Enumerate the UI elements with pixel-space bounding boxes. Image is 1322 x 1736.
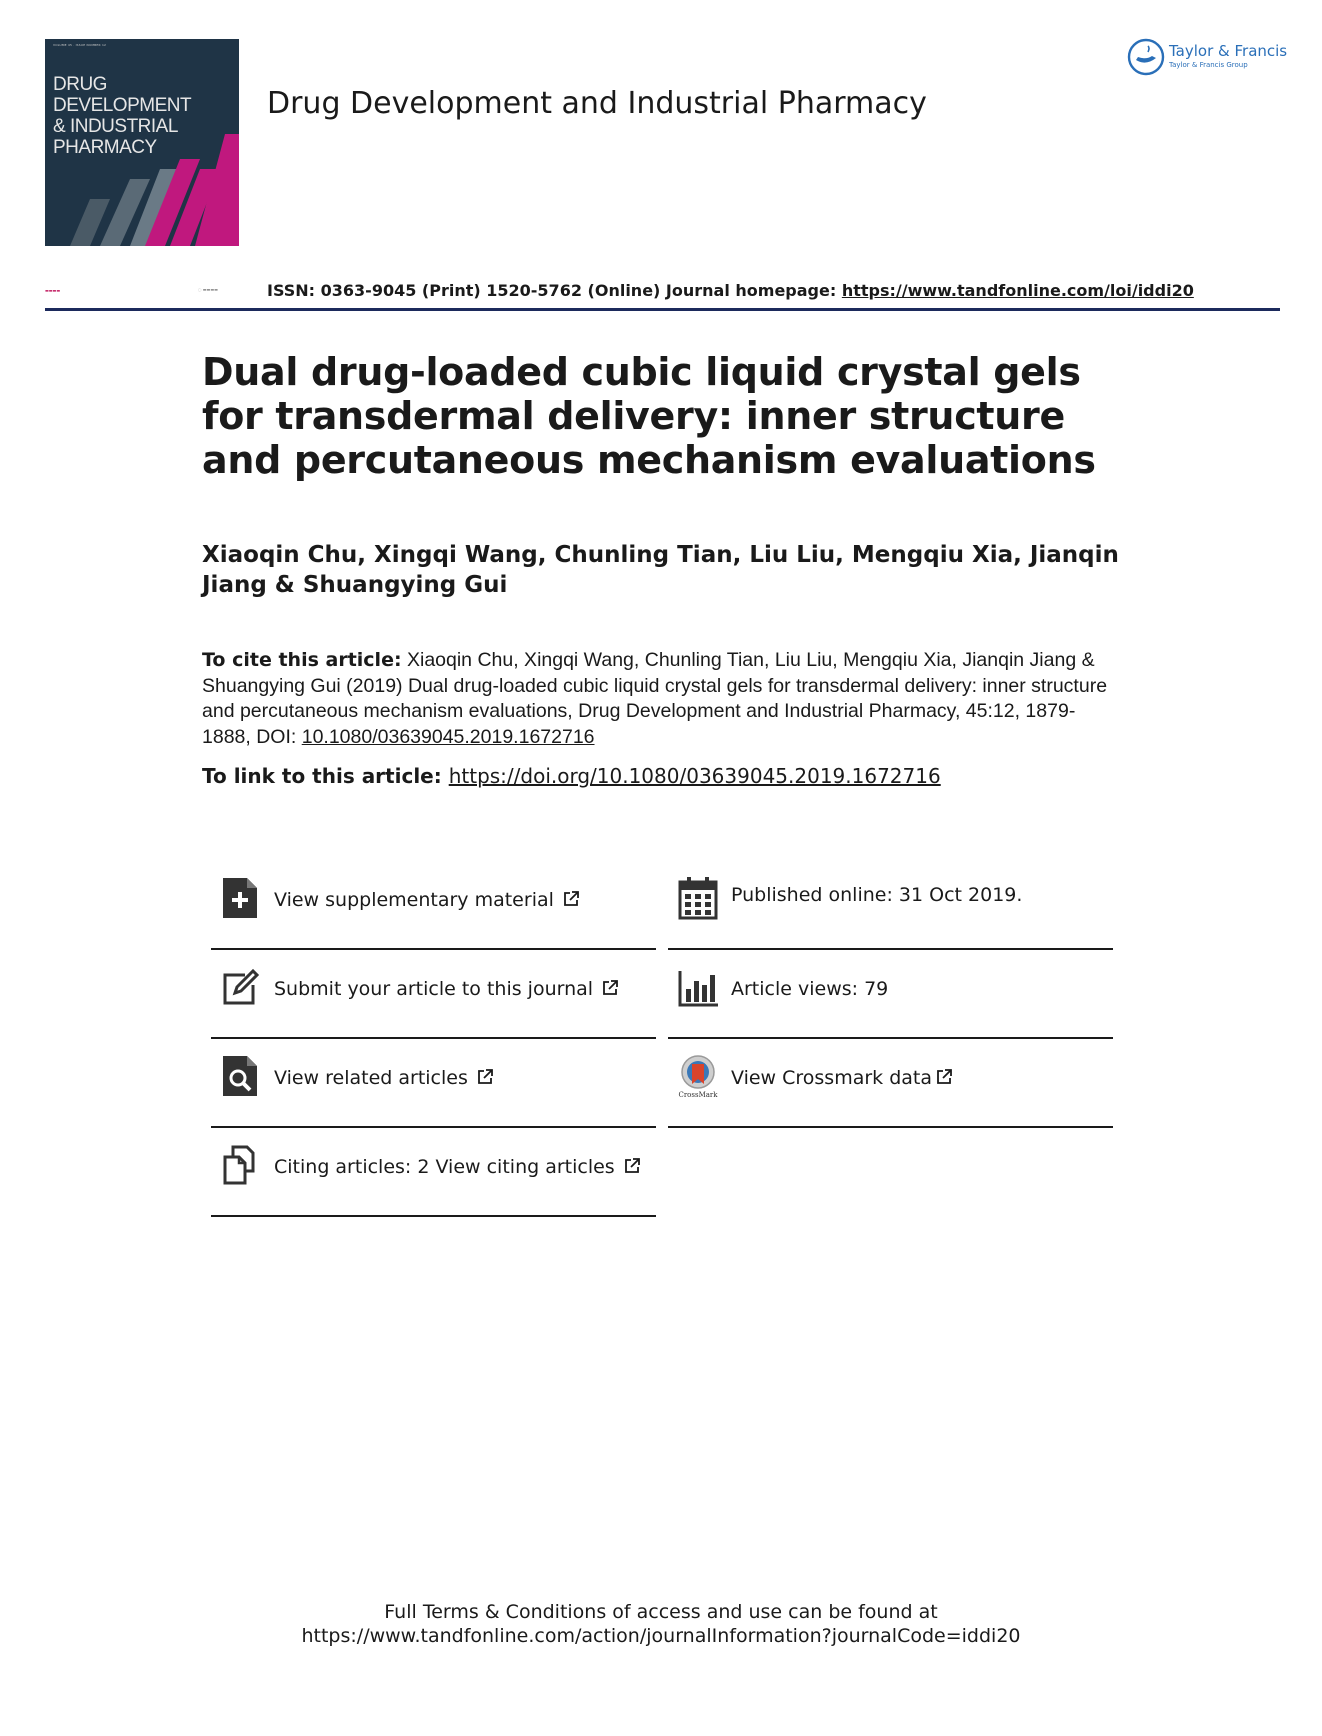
citing-articles-link[interactable] bbox=[211, 1129, 656, 1217]
related-articles-link[interactable] bbox=[211, 1040, 656, 1128]
citation-text: Xiaoqin Chu, Xingqi Wang, Chunling Tian, Liu Liu, Mengqiu Xia, Jianqin Jiang & Shuangying Gui (2019) Dual drug-loaded cubic liquid crystal gels for transdermal delivery: inner structure and percutaneous mechanism evaluations, Drug Development and Industrial Pharmacy, 45:12, 1879-1888, DOI: bbox=[202, 649, 1108, 748]
article-views-text: Article views: 79 bbox=[731, 978, 889, 1000]
tiny-url-mark: ▬▬▬▬ bbox=[45, 288, 61, 293]
citation-block bbox=[202, 648, 1122, 750]
terms-footer-url[interactable]: https://www.tandfonline.com/action/journalInformation?journalCode=iddi20 bbox=[301, 1625, 1021, 1647]
published-online-text: Published online: 31 Oct 2019. bbox=[731, 884, 1023, 906]
terms-footer bbox=[0, 1600, 1322, 1648]
file-plus-icon bbox=[221, 876, 261, 920]
external-link-icon bbox=[935, 1068, 953, 1086]
publisher-name: Taylor & Francis bbox=[1169, 42, 1288, 60]
grid-divider bbox=[211, 1215, 656, 1217]
external-link-icon bbox=[623, 1157, 641, 1175]
bar-chart-icon bbox=[678, 965, 718, 1009]
tiny-publisher-mark: ◌ ▬▬▬▬ bbox=[198, 287, 218, 292]
header-rule bbox=[45, 308, 1280, 311]
cover-issue-text: VOLUME 45 · ISSUE NUMBER 12 bbox=[53, 43, 107, 47]
grid-divider bbox=[668, 948, 1113, 950]
file-search-icon bbox=[221, 1054, 261, 1098]
citation-doi-link[interactable]: 10.1080/03639045.2019.1672716 bbox=[301, 725, 595, 748]
article-authors: Xiaoqin Chu, Xingqi Wang, Chunling Tian, Liu Liu, Mengqiu Xia, Jianqin Jiang & Shuangying Gui bbox=[202, 542, 1119, 598]
crossmark-link[interactable] bbox=[668, 1040, 1113, 1128]
submit-label: Submit your article to this journal bbox=[274, 978, 594, 1000]
grid-divider bbox=[211, 1126, 656, 1128]
external-link-icon bbox=[476, 1068, 494, 1086]
publisher-lamp-icon bbox=[1127, 38, 1165, 76]
article-title: Dual drug-loaded cubic liquid crystal gels for transdermal delivery: inner structure and percutaneous mechanism evaluations bbox=[202, 350, 1096, 482]
article-doi-url[interactable]: https://doi.org/10.1080/03639045.2019.1672716 bbox=[448, 764, 941, 788]
edit-icon bbox=[221, 965, 261, 1009]
article-views-info bbox=[668, 951, 1113, 1039]
journal-homepage-link[interactable]: https://www.tandfonline.com/loi/iddi20 bbox=[841, 281, 1194, 300]
publisher-group: Taylor & Francis Group bbox=[1169, 61, 1248, 69]
related-label: View related articles bbox=[274, 1067, 468, 1089]
grid-divider bbox=[211, 1037, 656, 1039]
calendar-icon bbox=[678, 876, 718, 920]
grid-divider bbox=[668, 1126, 1113, 1128]
journal-cover bbox=[45, 39, 239, 246]
external-link-icon bbox=[601, 979, 619, 997]
article-link-label: To link to this article: bbox=[202, 764, 449, 788]
issn-text: ISSN: 0363-9045 (Print) 1520-5762 (Online) Journal homepage: bbox=[267, 281, 842, 300]
citing-label: Citing articles: 2 View citing articles bbox=[274, 1156, 615, 1178]
published-online-info bbox=[668, 862, 1113, 950]
cover-title: DRUG DEVELOPMENT & INDUSTRIAL PHARMACY bbox=[53, 74, 192, 158]
supplementary-label: View supplementary material bbox=[274, 889, 554, 911]
crossmark-label: View Crossmark data bbox=[731, 1067, 933, 1089]
citation-label: To cite this article: bbox=[202, 649, 402, 671]
journal-title: Drug Development and Industrial Pharmacy bbox=[267, 86, 927, 121]
supplementary-material-link[interactable] bbox=[211, 862, 656, 950]
submit-article-link[interactable] bbox=[211, 951, 656, 1039]
crossmark-logo-text: CrossMark bbox=[678, 1091, 718, 1098]
publisher-logo[interactable] bbox=[1125, 38, 1288, 78]
copy-documents-icon bbox=[221, 1143, 261, 1187]
article-link-line bbox=[202, 764, 941, 788]
grid-divider bbox=[668, 1037, 1113, 1039]
external-link-icon bbox=[562, 890, 580, 908]
crossmark-icon bbox=[678, 1054, 718, 1098]
issn-line bbox=[267, 281, 1194, 300]
grid-divider bbox=[211, 948, 656, 950]
terms-footer-line1: Full Terms & Conditions of access and use can be found at bbox=[384, 1601, 938, 1623]
